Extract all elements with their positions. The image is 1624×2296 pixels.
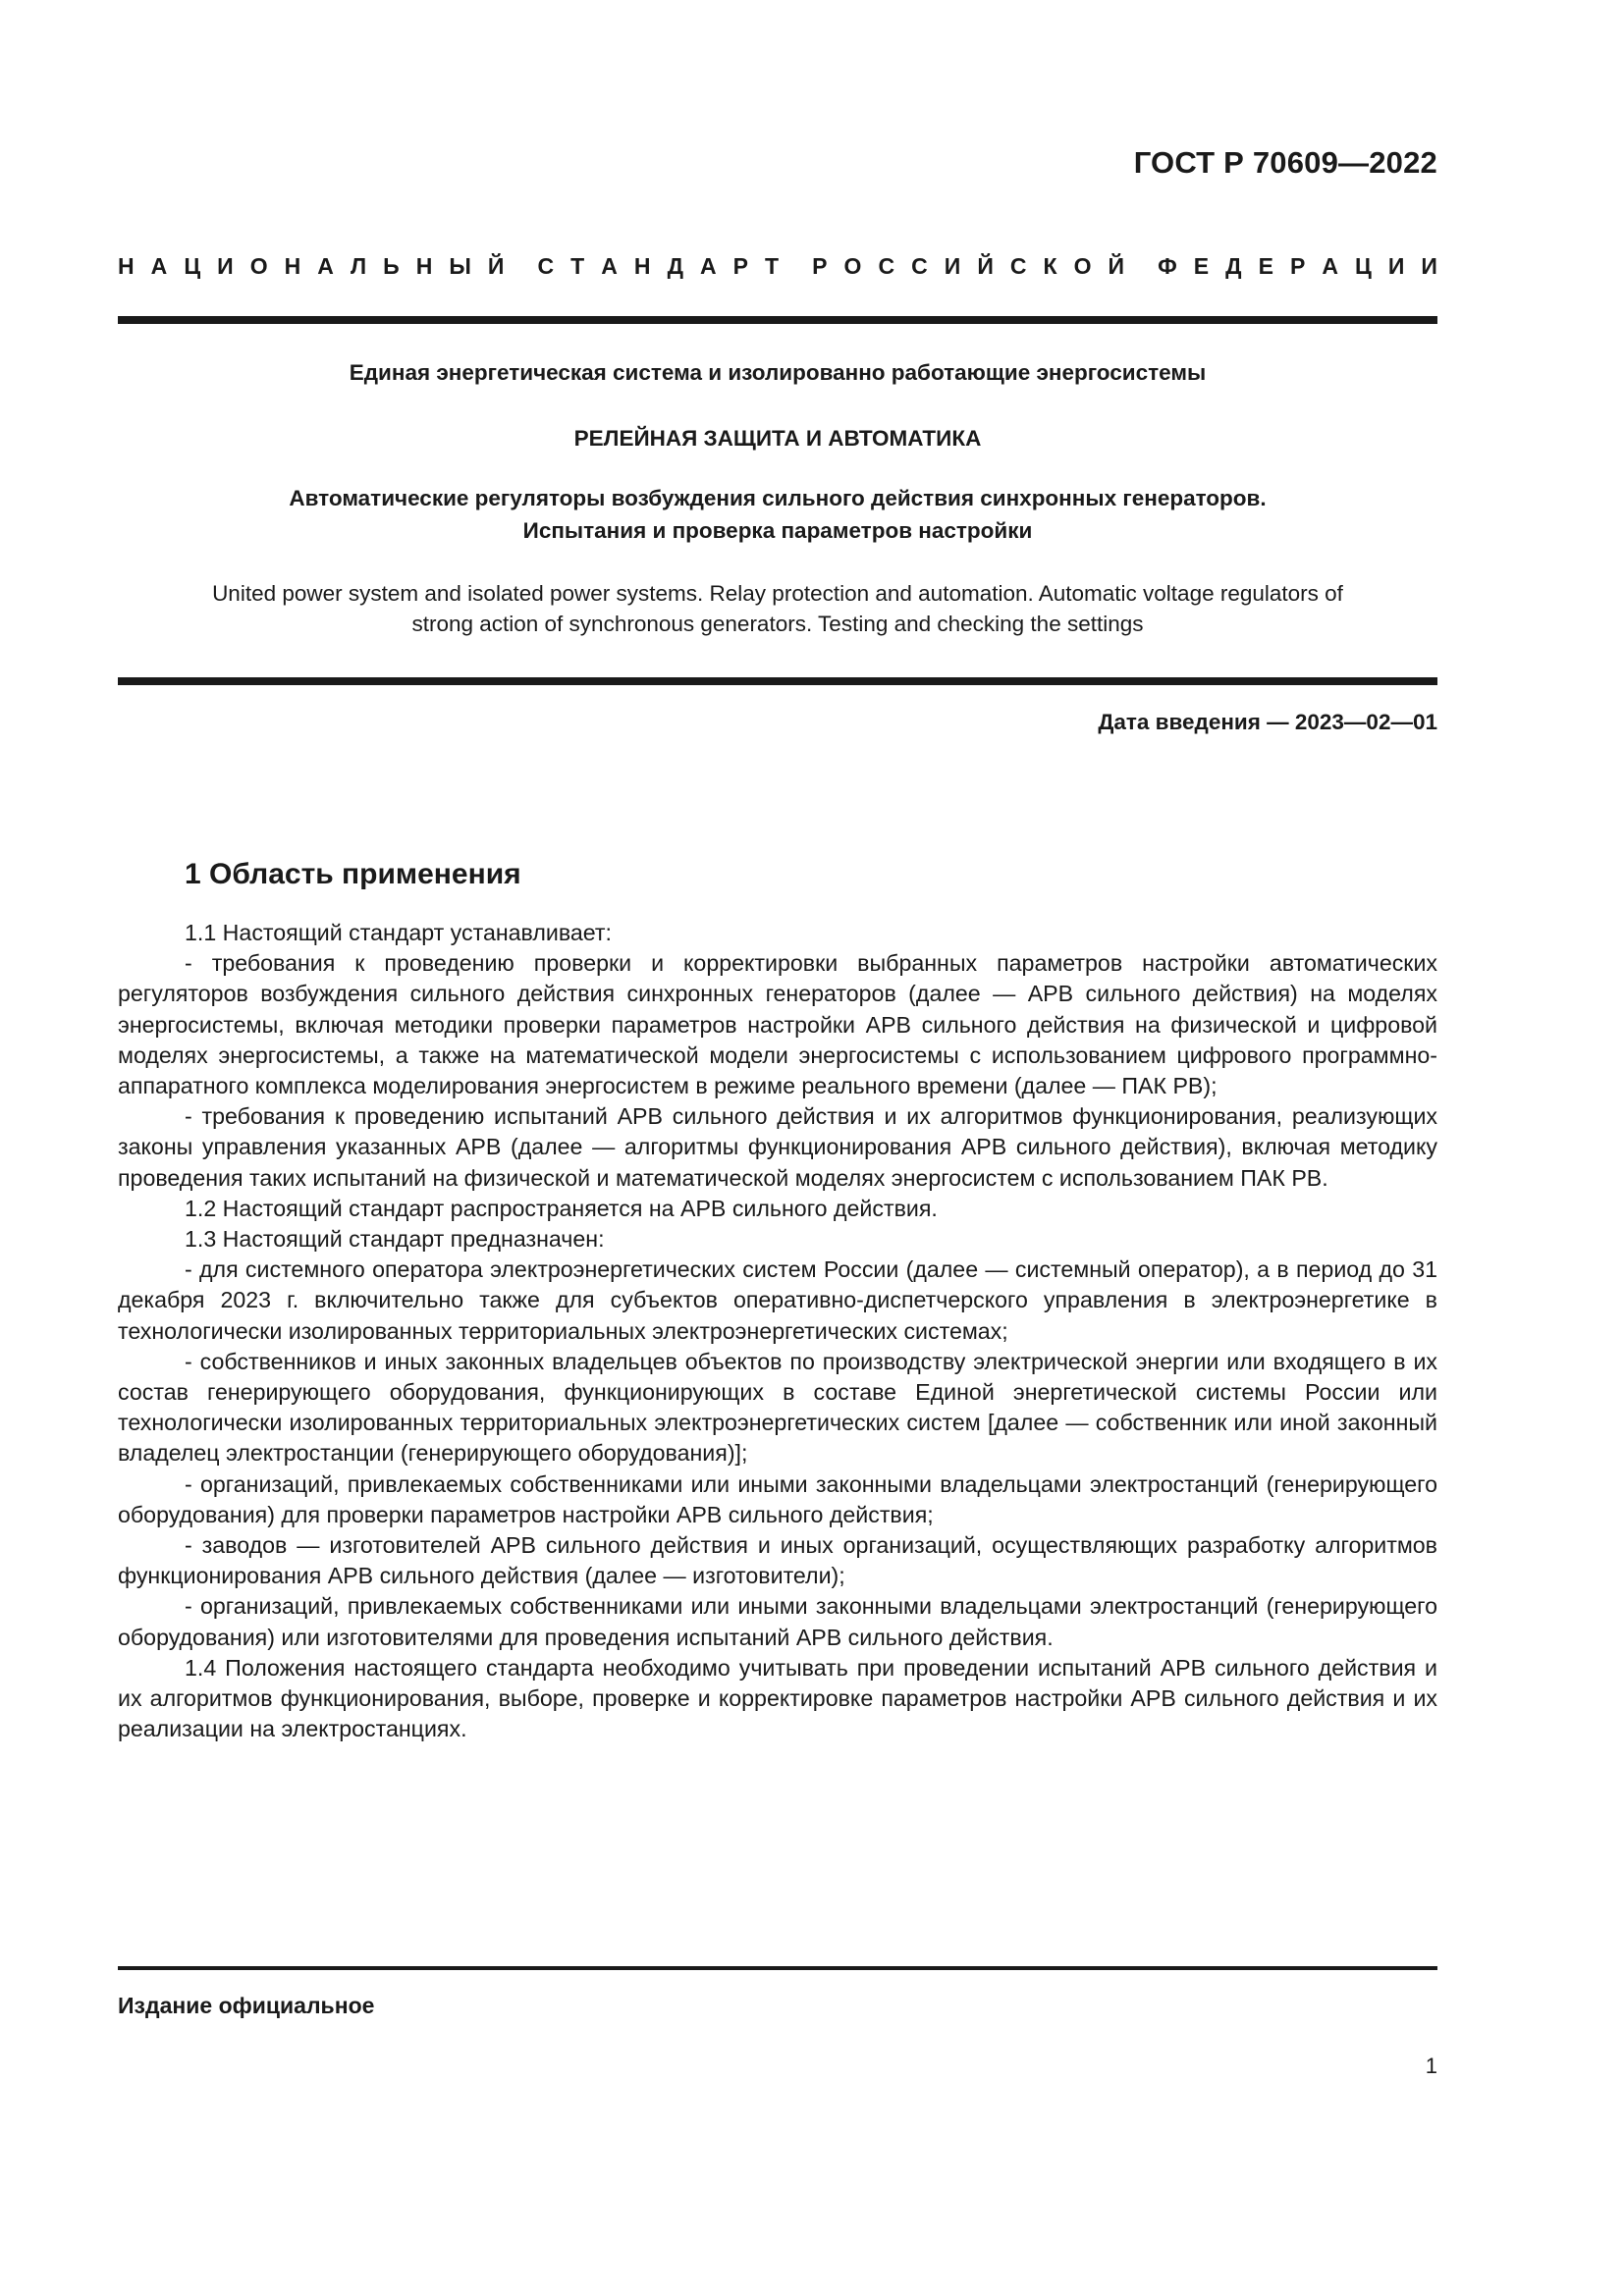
- banner-letter: О: [249, 253, 268, 279]
- banner-letter: Т: [570, 253, 585, 279]
- banner-letter: А: [317, 253, 334, 279]
- paragraph: 1.1 Настоящий стандарт устанавливает:: [185, 920, 612, 945]
- paragraph: - собственников и иных законных владельцев объектов по производству электрической энергии или входящего в их состав генерирующего оборудования, функционирующих в составе Единой энергетической системы России или технологически изолированных территориальных электроэнергетических систем [далее — собственник или иной законный владелец электростанции (генерирующего оборудования)];: [118, 1348, 1437, 1467]
- banner-letter: Е: [1193, 253, 1210, 279]
- national-standard-banner: [118, 253, 1437, 280]
- banner-letter: Н: [633, 253, 651, 279]
- banner-letter: С: [1009, 253, 1027, 279]
- banner-letter: С: [537, 253, 555, 279]
- banner-letter: К: [1043, 253, 1057, 279]
- document-page: [118, 0, 1437, 2296]
- title-rule: [118, 677, 1437, 685]
- english-title-line: United power system and isolated power systems. Relay protection and automation. Automatic voltage regulators of: [212, 581, 1343, 606]
- paragraph: 1.3 Настоящий стандарт предназначен:: [185, 1226, 605, 1253]
- standard-main-title: РЕЛЕЙНАЯ ЗАЩИТА И АВТОМАТИКА: [573, 426, 982, 451]
- banner-letter: Т: [765, 253, 780, 279]
- paragraph: - заводов — изготовителей АРВ сильного действия и иных организаций, осуществляющих разработку алгоритмов функционирования АРВ сильного действия (далее — изготовители);: [118, 1532, 1437, 1589]
- paragraph: - требования к проведению испытаний АРВ сильного действия и их алгоритмов функционирования, реализующих законы управления указанных АРВ (далее — алгоритмы функционирования АРВ сильного действия), включая методику проведения таких испытаний на физической и математической моделях энергосистем с использованием ПАК РВ.: [118, 1103, 1437, 1191]
- banner-letter: И: [1421, 253, 1437, 279]
- banner-letter: Н: [118, 253, 135, 279]
- banner-letter: О: [1073, 253, 1092, 279]
- banner-letter: Р: [812, 253, 828, 279]
- paragraph: 1.4 Положения настоящего стандарта необходимо учитывать при проведении испытаний АРВ сильного действия и их алгоритмов функционирования, выборе, проверке и корректировке параметров настройки АРВ сильного действия и их реализации на электростанциях.: [118, 1654, 1437, 1742]
- banner-letter: С: [878, 253, 895, 279]
- english-title: [118, 578, 1437, 639]
- paragraph: - требования к проведению проверки и корректировки выбранных параметров настройки автоматических регуляторов возбуждения сильного действия синхронных генераторов (далее — АРВ сильного действия) на моделях энергосистемы, включая методики проверки параметров настройки АРВ сильного действия на физической и цифровой моделях энергосистемы, а также на математической модели энергосистемы с использованием цифрового программно-аппаратного комплекса моделирования энергосистем в режиме реального времени (далее — ПАК РВ);: [118, 950, 1437, 1099]
- banner-letter: И: [217, 253, 234, 279]
- banner-letter: Н: [284, 253, 301, 279]
- standard-subtitle: [118, 482, 1437, 547]
- paragraph: - для системного оператора электроэнергетических систем России (далее — системный оператор), а в период до 31 декабря 2023 г. включительно также для субъектов оперативно-диспетчерского управления в электроэнергетике в технологически изолированных территориальных электроэнергетических системах;: [118, 1256, 1437, 1344]
- banner-letter: Л: [350, 253, 367, 279]
- subtitle-line: Автоматические регуляторы возбуждения сильного действия синхронных генераторов.: [289, 486, 1267, 510]
- banner-letter: А: [601, 253, 618, 279]
- banner-letter: О: [843, 253, 862, 279]
- banner-letter: А: [150, 253, 168, 279]
- header-rule: [118, 316, 1437, 324]
- english-title-line: strong action of synchronous generators. Testing and checking the settings: [411, 612, 1144, 636]
- standard-group-title: Единая энергетическая система и изолированно работающие энергосистемы: [349, 360, 1207, 385]
- banner-letter: Р: [732, 253, 748, 279]
- subtitle-line: Испытания и проверка параметров настройки: [522, 518, 1033, 543]
- footer-rule: [118, 1966, 1437, 1970]
- banner-letter: Н: [415, 253, 433, 279]
- page-number: 1: [1425, 2054, 1437, 2078]
- banner-letter: С: [911, 253, 928, 279]
- paragraph: - организаций, привлекаемых собственниками или иными законными владельцами электростанций (генерирующего оборудования) или изготовителями для проведения испытаний АРВ сильного действия.: [118, 1593, 1437, 1650]
- banner-letter: И: [944, 253, 961, 279]
- paragraph: 1.2 Настоящий стандарт распространяется на АРВ сильного действия.: [185, 1195, 938, 1221]
- paragraph: - организаций, привлекаемых собственниками или иными законными владельцами электростанций (генерирующего оборудования) для проверки параметров настройки АРВ сильного действия;: [118, 1470, 1437, 1527]
- banner-letter: Д: [1225, 253, 1242, 279]
- banner-letter: Р: [1289, 253, 1306, 279]
- introduction-date: Дата введения — 2023—02—01: [1098, 710, 1437, 734]
- banner-letter: Ь: [383, 253, 400, 279]
- edition-label: Издание официальное: [118, 1993, 375, 2018]
- section-heading: 1 Область применения: [185, 858, 521, 890]
- banner-letter: И: [1387, 253, 1405, 279]
- standard-designation: ГОСТ Р 70609—2022: [1133, 145, 1437, 180]
- banner-letter: Е: [1258, 253, 1273, 279]
- banner-letter: Ы: [449, 253, 471, 279]
- banner-letter: А: [699, 253, 717, 279]
- banner-letter: Й: [487, 253, 505, 279]
- banner-letter: Й: [1108, 253, 1125, 279]
- banner-letter: Д: [667, 253, 683, 279]
- banner-letter: Ф: [1158, 253, 1177, 279]
- banner-letter: Ц: [184, 253, 201, 279]
- banner-letter: Ц: [1355, 253, 1372, 279]
- banner-letter: А: [1322, 253, 1338, 279]
- banner-letter: Й: [977, 253, 994, 279]
- section-body: [118, 918, 1437, 1744]
